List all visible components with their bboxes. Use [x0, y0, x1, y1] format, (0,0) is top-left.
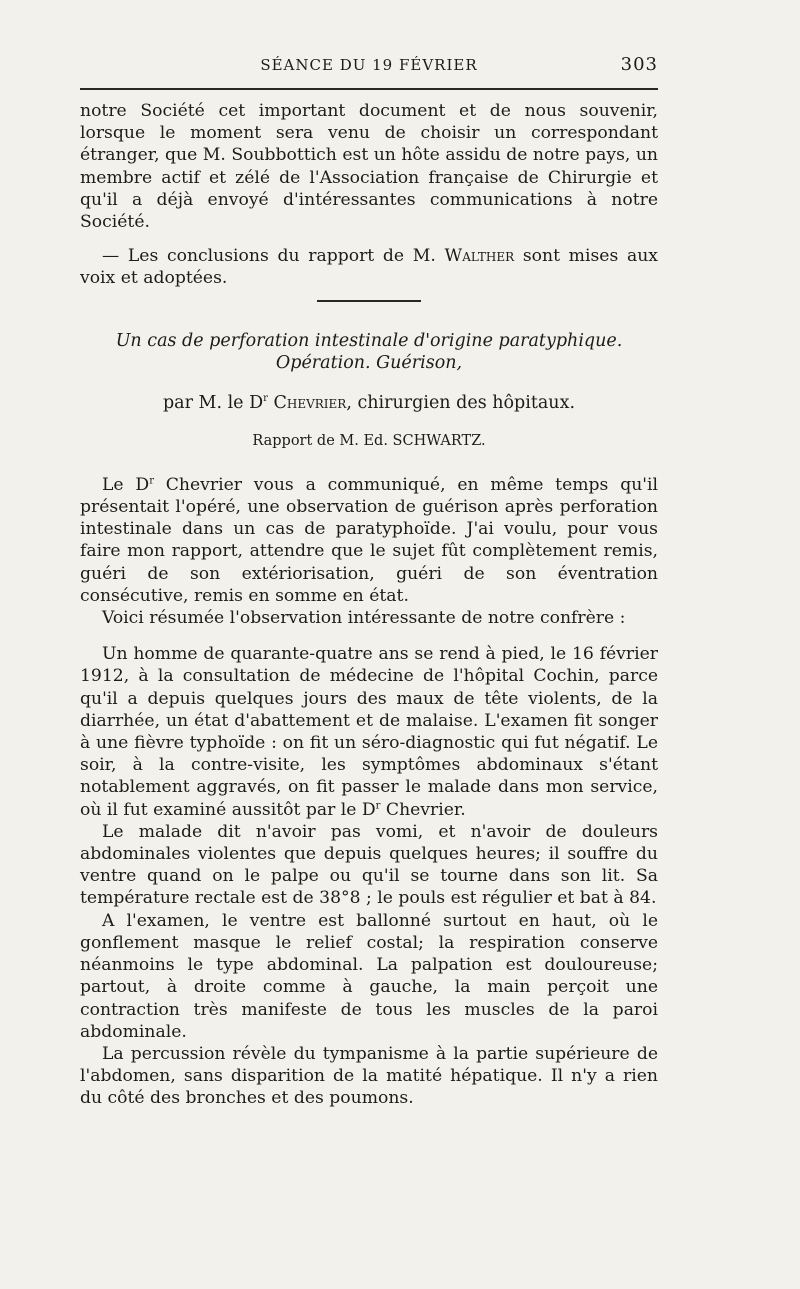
- observation-gap: [80, 629, 658, 643]
- author-suffix: , chirurgien des hôpitaux.: [346, 392, 576, 413]
- body-paragraph-1: [80, 474, 658, 607]
- body-p1-start: Le D: [102, 474, 150, 495]
- obs-p1-sup: r: [375, 799, 381, 811]
- article-title-line2: Opération. Guérison,: [275, 352, 463, 373]
- body-paragraph-2: Voici résumée l'observation intéressante de notre confrère :: [102, 608, 626, 629]
- header-rule: [80, 88, 658, 90]
- observation-paragraph-1: [80, 643, 658, 821]
- article-author: [80, 392, 658, 414]
- section-separator: [317, 300, 421, 302]
- conclusions-name: Walther: [444, 246, 515, 267]
- article-report: Rapport de M. Ed. SCHWARTZ.: [252, 432, 486, 449]
- continuation-paragraph: notre Société cet important document et de nous souvenir, lorsque le moment sera venu de choisir un correspondant étranger, que M. Soubbottich est un hôte assidu de notre pays, un membre actif et zélé de l'Association française de Chirurgie et qu'il a déjà envoyé d'intéressantes communications à notre Société.: [80, 101, 658, 233]
- body-p1-sup: r: [149, 475, 154, 487]
- body-p1-rest: Chevrier vous a communiqué, en même temps qu'il présentait l'opéré, une observation de guérison après perforation intestinale dans un cas de paratyphoïde. J'ai voulu, pour vous faire mon rapport, attendre que le sujet fût complètement remis, guéri de son extériorisation, guéri de son éventration consécutive, remis en somme en état.: [80, 474, 658, 606]
- observation-paragraph-2: Le malade dit n'avoir pas vomi, et n'avoir de douleurs abdominales violentes que depuis quelques heures; il souffre du ventre quand on le palpe ou qu'il se tourne dans son lit. Sa température rectale est de 38°8 ; le pouls est régulier et bat à 84.: [80, 821, 658, 909]
- conclusions-start: — Les conclusions du rapport de M.: [102, 246, 445, 267]
- obs-p1-start: Un homme de quarante-quatre ans se rend à pied, le 16 février 1912, à la consultation de médecine de l'hôpital Cochin, parce qu'il a depuis quelques jours des maux de tête violents, de la diarrhée, un état d'abattement et de malaise. L'examen fit songer à une fièvre typhoïde : on fit un séro-diagnostic qui fut négatif. Le soir, à la contre-visite, les symptômes abdominaux s'étant notablement aggravés, on fit passer le malade dans mon service, où il fut examiné aussitôt par le D: [80, 644, 658, 820]
- author-sup: r: [263, 392, 268, 404]
- conclusions-end: sont mises aux voix et adoptées.: [80, 246, 659, 289]
- running-head: [80, 52, 658, 82]
- author-prefix: par M. le D: [162, 392, 264, 413]
- article-title-line1: Un cas de perforation intestinale d'origine paratyphique.: [115, 330, 623, 351]
- observation-paragraph-4: La percussion révèle du tympanisme à la partie supérieure de l'abdomen, sans disparition de la matité hépatique. Il n'y a rien du côté des bronches et des poumons.: [80, 1043, 658, 1109]
- author-name: Chevrier: [273, 392, 347, 413]
- conclusions-paragraph: [80, 245, 658, 289]
- running-title: SÉANCE DU 19 FÉVRIER: [260, 56, 478, 74]
- observation-paragraph-3: A l'examen, le ventre est ballonné surtout en haut, où le gonflement masque le relief costal; la respiration conserve néanmoins le type abdominal. La palpation est douloureuse; partout, à droite comme à gauche, la main perçoit une contraction très manifeste de tous les muscles de la paroi abdominale.: [80, 910, 658, 1042]
- page-number: 303: [620, 54, 658, 75]
- obs-p1-end: Chevrier.: [380, 799, 466, 820]
- page: [80, 52, 658, 1110]
